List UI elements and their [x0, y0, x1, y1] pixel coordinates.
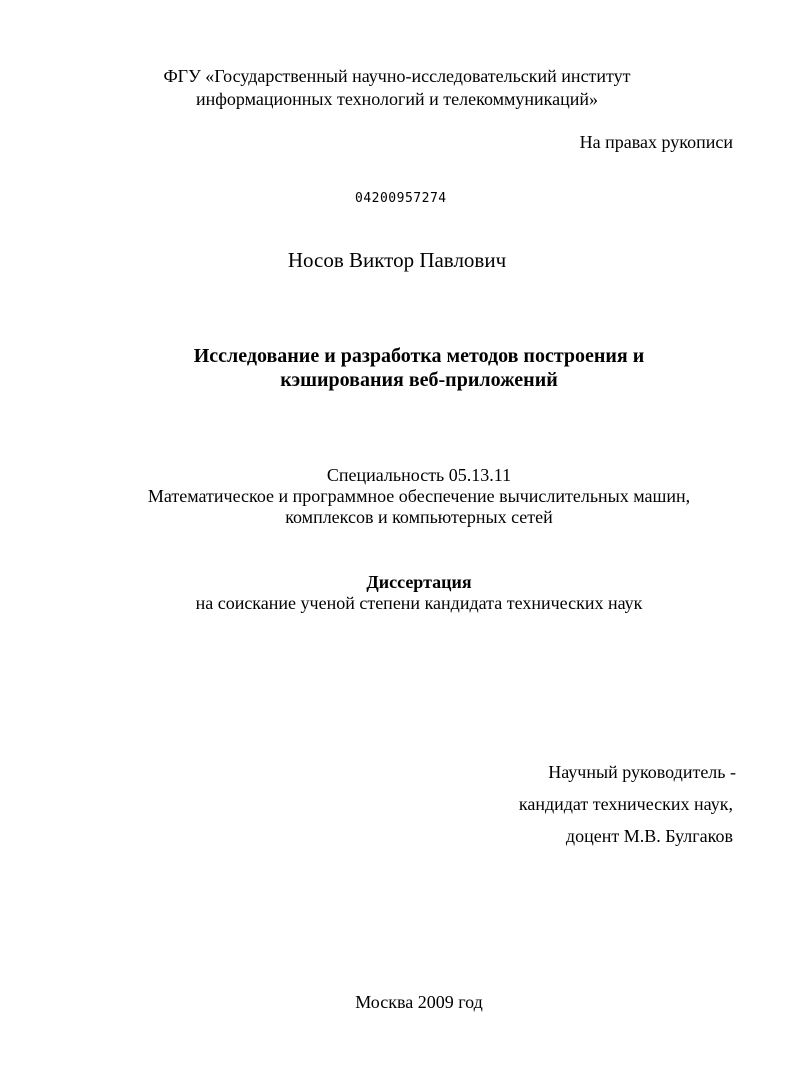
city-year: Москва 2009 год [355, 992, 483, 1012]
author-name: Носов Виктор Павлович [287, 248, 507, 272]
dissertation-heading: Диссертация [366, 572, 472, 592]
supervisor-line3: доцент М.В. Булгаков [565, 826, 733, 846]
specialty-description-line2: комплексов и компьютерных сетей [285, 507, 553, 527]
institution-name-line2: информационных технологий и телекоммуникаций» [195, 89, 599, 109]
document-code: 04200957274 [355, 191, 447, 206]
supervisor-line1: Научный руководитель - [548, 762, 736, 782]
dissertation-subtitle: на соискание ученой степени кандидата технических наук [195, 593, 643, 613]
institution-name-line1: ФГУ «Государственный научно-исследовательский институт [163, 66, 631, 86]
thesis-title-line2: кэширования веб-приложений [280, 369, 558, 391]
supervisor-line2: кандидат технических наук, [518, 794, 733, 814]
specialty-description-line1: Математическое и программное обеспечение вычислительных машин, [147, 486, 691, 506]
manuscript-rights-note: На правах рукописи [579, 132, 733, 152]
thesis-title-line1: Исследование и разработка методов построения и [193, 345, 645, 367]
specialty-label: Специальность 05.13.11 [326, 465, 512, 485]
